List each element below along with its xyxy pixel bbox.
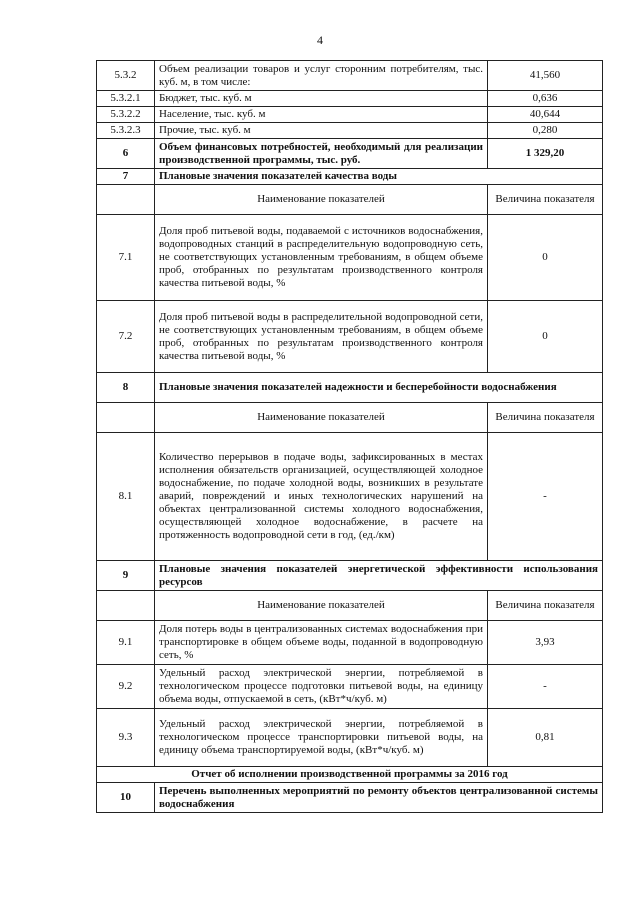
table-row [97,709,603,767]
table-row [97,91,603,107]
section-number: 9 [97,561,155,591]
table-row [97,403,603,433]
column-header-value: Величина показателя [488,403,603,433]
indicator-value: 0,636 [488,91,603,107]
table-row [97,61,603,91]
indicator-value: 0,280 [488,123,603,139]
table-row [97,123,603,139]
section-number: 8 [97,373,155,403]
row-number: 7.1 [97,215,155,301]
section-title: Плановые значения показателей энергетической эффективности использования ресурсов [155,561,603,591]
indicator-value: - [488,433,603,561]
table-row [97,621,603,665]
section-title: Плановые значения показателей надежности и бесперебойности водоснабжения [155,373,603,403]
indicator-value: 0,81 [488,709,603,767]
indicator-value: 40,644 [488,107,603,123]
table-row [97,185,603,215]
row-number: 6 [97,139,155,169]
row-number: 9.2 [97,665,155,709]
table-row [97,767,603,783]
header-spacer [97,185,155,215]
table-row [97,301,603,373]
indicator-name: Прочие, тыс. куб. м [155,123,488,139]
indicator-name: Удельный расход электрической энергии, потребляемой в технологическом процессе подготовки питьевой воды, на единицу объема воды, отпускаемой в сеть, (кВт*ч/куб. м) [155,665,488,709]
table-row [97,107,603,123]
table-row [97,665,603,709]
row-number: 8.1 [97,433,155,561]
header-spacer [97,591,155,621]
row-number: 9.3 [97,709,155,767]
indicator-value: 41,560 [488,61,603,91]
indicator-name: Объем финансовых потребностей, необходимый для реализации производственной программы, тыс. руб. [155,139,488,169]
page-number: 4 [317,33,323,47]
header-spacer [97,403,155,433]
table-row [97,591,603,621]
section-title: Плановые значения показателей качества воды [155,169,603,185]
section-number: 10 [97,783,155,813]
indicator-value: - [488,665,603,709]
indicator-name: Доля потерь воды в централизованных системах водоснабжения при транспортировке в общем объеме воды, поданной в водопроводную сеть, % [155,621,488,665]
section-number: 7 [97,169,155,185]
indicator-name: Количество перерывов в подаче воды, зафиксированных в местах исполнения обязательств организацией, осуществляющей холодное водоснабжение, по подаче холодной воды, возникших в результате аварий, повреждений и иных технологических нарушений на объектах централизованной системы холодного водоснабжения, осуществляющей холодное водоснабжение, в расчете на протяженность водопроводной сети в год, (ед./км) [155,433,488,561]
column-header-name: Наименование показателей [155,591,488,621]
indicator-name: Доля проб питьевой воды в распределительной водопроводной сети, не соответствующих установленным требованиям, в общем объеме проб, отобранных по результатам производственного контроля качества питьевой воды, % [155,301,488,373]
row-number: 5.3.2.3 [97,123,155,139]
program-table [96,60,603,813]
row-number: 7.2 [97,301,155,373]
indicator-name: Объем реализации товаров и услуг сторонним потребителям, тыс. куб. м, в том числе: [155,61,488,91]
report-title: Отчет об исполнении производственной программы за 2016 год [97,767,603,783]
table-row [97,373,603,403]
column-header-name: Наименование показателей [155,403,488,433]
indicator-value: 3,93 [488,621,603,665]
section-title: Перечень выполненных мероприятий по ремонту объектов централизованной системы водоснабжения [155,783,603,813]
column-header-value: Величина показателя [488,185,603,215]
table-row [97,433,603,561]
indicator-name: Бюджет, тыс. куб. м [155,91,488,107]
row-number: 9.1 [97,621,155,665]
row-number: 5.3.2.1 [97,91,155,107]
table-row [97,783,603,813]
indicator-name: Население, тыс. куб. м [155,107,488,123]
row-number: 5.3.2.2 [97,107,155,123]
row-number: 5.3.2 [97,61,155,91]
table-row [97,215,603,301]
indicator-name: Удельный расход электрической энергии, потребляемой в технологическом процессе транспортировки питьевой воды, на единицу объема транспортируемой воды, (кВт*ч/куб. м) [155,709,488,767]
indicator-value: 1 329,20 [488,139,603,169]
indicator-value: 0 [488,215,603,301]
indicator-value: 0 [488,301,603,373]
indicator-name: Доля проб питьевой воды, подаваемой с источников водоснабжения, водопроводных станций в распределительную водопроводную сеть, не соответствующих установленным требованиям, в общем объеме проб, отобранных по результатам производственного контроля качества питьевой воды, % [155,215,488,301]
table-row [97,139,603,169]
column-header-value: Величина показателя [488,591,603,621]
table-row [97,561,603,591]
table-row [97,169,603,185]
column-header-name: Наименование показателей [155,185,488,215]
